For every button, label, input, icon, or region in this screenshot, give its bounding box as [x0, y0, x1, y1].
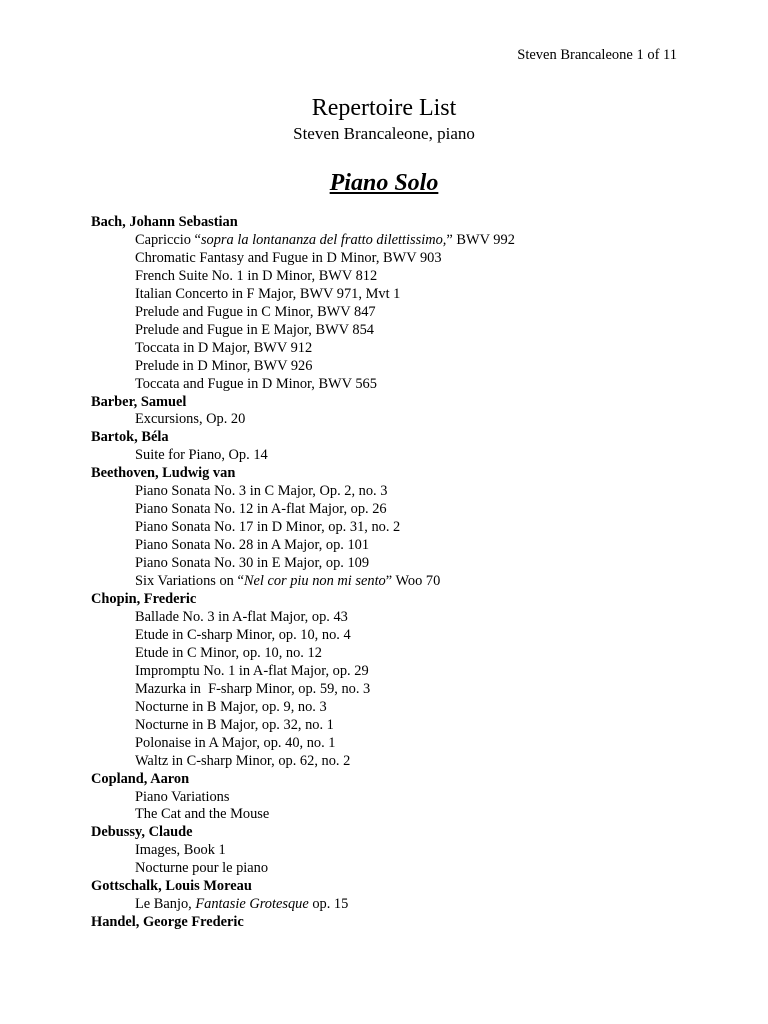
work-text: ” BWV 992	[446, 231, 515, 248]
work-text: Italian Concerto in F Major, BWV 971, Mvt 1	[135, 285, 401, 302]
work-title-italic: Nel cor piu non mi sento	[243, 573, 386, 590]
work-item	[91, 573, 691, 591]
work-text: ” Woo 70	[385, 573, 441, 590]
work-text: Toccata and Fugue in D Minor, BWV 565	[135, 375, 377, 392]
work-text: Waltz in C-sharp Minor, op. 62, no. 2	[135, 752, 351, 769]
work-item	[91, 483, 691, 501]
work-item	[91, 340, 691, 358]
work-item	[91, 447, 691, 465]
work-item	[91, 519, 691, 537]
composer-name: Beethoven, Ludwig van	[91, 465, 236, 482]
work-text: Mazurka in F-sharp Minor, op. 59, no. 3	[135, 680, 371, 697]
composer-name: Chopin, Frederic	[91, 591, 197, 608]
work-item	[91, 699, 691, 717]
work-text: French Suite No. 1 in D Minor, BWV 812	[135, 267, 378, 284]
work-item	[91, 717, 691, 735]
composer-name: Barber, Samuel	[91, 393, 187, 410]
work-item	[91, 842, 691, 860]
document-title: Repertoire List	[311, 95, 457, 121]
work-item	[91, 322, 691, 340]
work-item	[91, 663, 691, 681]
work-item	[91, 645, 691, 663]
work-item	[91, 627, 691, 645]
work-text: The Cat and the Mouse	[135, 806, 270, 823]
work-item	[91, 735, 691, 753]
work-item	[91, 860, 691, 878]
work-text: Prelude and Fugue in C Minor, BWV 847	[135, 303, 376, 320]
work-text: Toccata in D Major, BWV 912	[135, 339, 313, 356]
work-text: op. 15	[308, 896, 349, 913]
work-item	[91, 304, 691, 322]
work-item	[91, 806, 691, 824]
work-text: Piano Sonata No. 3 in C Major, Op. 2, no. 3	[135, 483, 388, 500]
work-item	[91, 286, 691, 304]
work-text: Piano Sonata No. 17 in D Minor, op. 31, no. 2	[135, 519, 401, 536]
work-text: Prelude in D Minor, BWV 926	[135, 357, 313, 374]
work-text: Etude in C-sharp Minor, op. 10, no. 4	[135, 626, 351, 643]
work-text: Polonaise in A Major, op. 40, no. 1	[135, 734, 336, 751]
work-item	[91, 537, 691, 555]
work-text: Piano Sonata No. 30 in E Major, op. 109	[135, 555, 370, 572]
work-item	[91, 358, 691, 376]
work-text: Capriccio “	[135, 231, 201, 248]
work-text: Piano Variations	[135, 788, 230, 805]
work-text: Piano Sonata No. 28 in A Major, op. 101	[135, 537, 370, 554]
work-text: Piano Sonata No. 12 in A-flat Major, op. 26	[135, 501, 387, 518]
work-item	[91, 753, 691, 771]
work-text: Etude in C Minor, op. 10, no. 12	[135, 644, 322, 661]
title-block	[0, 93, 768, 145]
work-item	[91, 501, 691, 519]
work-title-italic: sopra la lontananza del fratto dilettissimo,	[200, 231, 447, 248]
composer-name: Debussy, Claude	[91, 824, 193, 841]
section-heading: Piano Solo	[329, 170, 439, 196]
work-item	[91, 268, 691, 286]
work-item	[91, 376, 691, 394]
work-text: Nocturne pour le piano	[135, 860, 269, 877]
work-text: Nocturne in B Major, op. 32, no. 1	[135, 716, 334, 733]
work-title-italic: Fantasie Grotesque	[195, 896, 309, 913]
composer-name: Handel, George Frederic	[91, 914, 244, 931]
composer-name: Copland, Aaron	[91, 770, 190, 787]
work-item	[91, 232, 691, 250]
work-item	[91, 896, 691, 914]
work-text: Impromptu No. 1 in A-flat Major, op. 29	[135, 662, 369, 679]
composer-name: Gottschalk, Louis Moreau	[91, 878, 252, 895]
composer-name: Bach, Johann Sebastian	[91, 214, 238, 230]
work-item	[91, 789, 691, 807]
work-text: Six Variations on “	[135, 573, 244, 590]
work-item	[91, 250, 691, 268]
work-text: Excursions, Op. 20	[135, 411, 246, 428]
composer-name: Bartok, Béla	[91, 429, 169, 446]
page-header-label: Steven Brancaleone 1 of 11	[517, 47, 677, 63]
work-text: Prelude and Fugue in E Major, BWV 854	[135, 321, 374, 338]
work-text: Le Banjo,	[135, 896, 196, 913]
work-item	[91, 555, 691, 573]
work-text: Ballade No. 3 in A-flat Major, op. 43	[135, 608, 348, 625]
work-text: Chromatic Fantasy and Fugue in D Minor, BWV 903	[135, 249, 442, 266]
document-subtitle: Steven Brancaleone, piano	[293, 124, 475, 143]
repertoire-list	[91, 214, 691, 932]
work-text: Suite for Piano, Op. 14	[135, 447, 268, 464]
work-item	[91, 411, 691, 429]
work-text: Nocturne in B Major, op. 9, no. 3	[135, 698, 327, 715]
work-item	[91, 681, 691, 699]
work-text: Images, Book 1	[135, 842, 226, 859]
work-item	[91, 609, 691, 627]
